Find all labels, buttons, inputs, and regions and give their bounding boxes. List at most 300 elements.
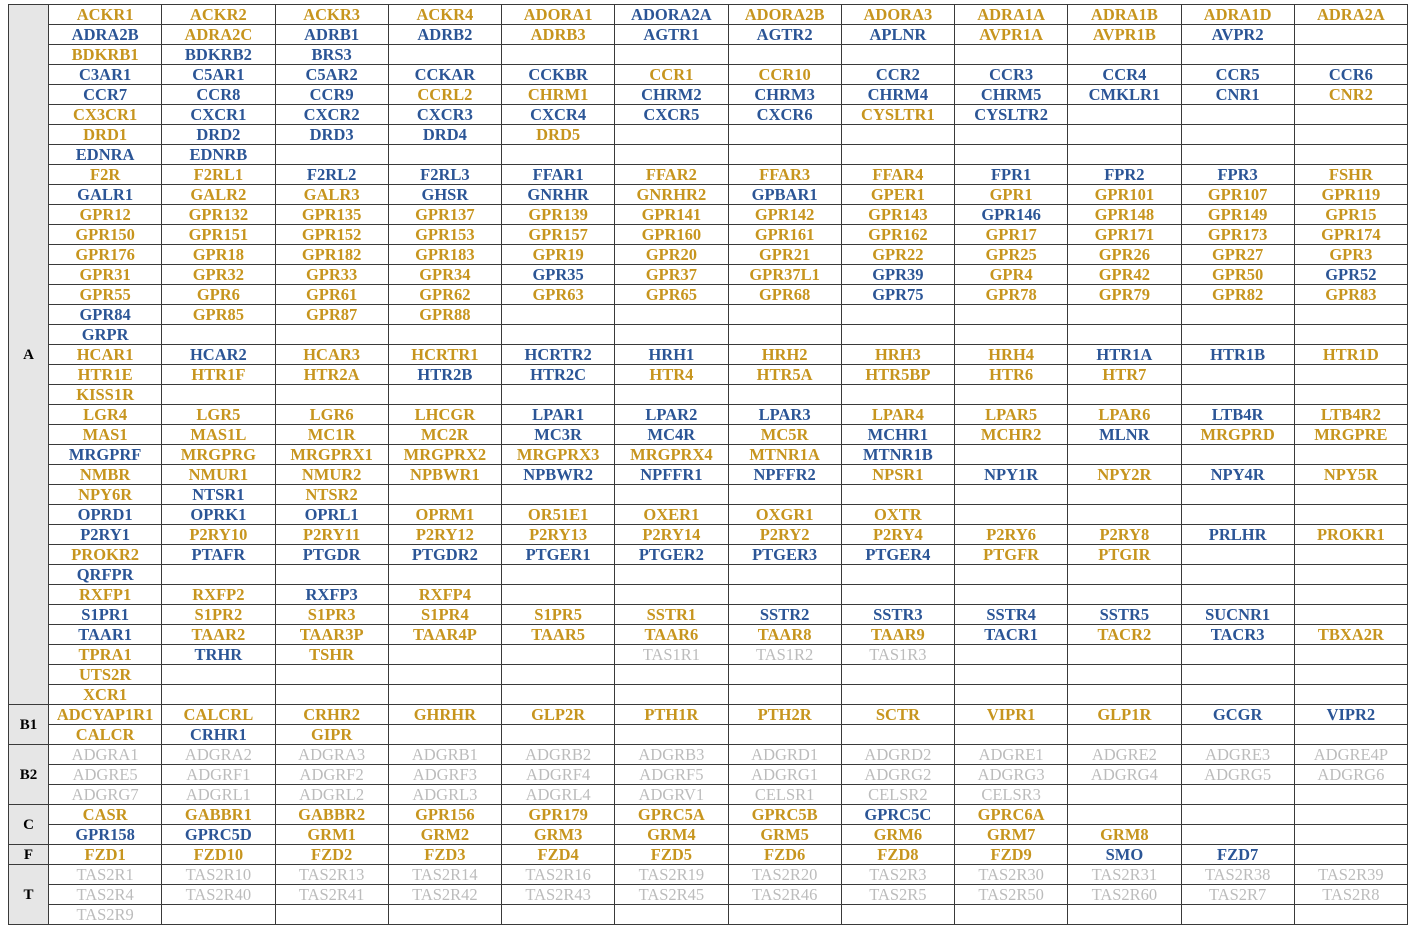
receptor-cell <box>728 685 841 705</box>
receptor-cell <box>1181 645 1294 665</box>
receptor-cell <box>955 125 1068 145</box>
receptor-cell: PTGDR <box>275 545 388 565</box>
table-row <box>9 705 1408 725</box>
receptor-cell: GPR150 <box>49 225 162 245</box>
receptor-cell <box>1068 305 1181 325</box>
receptor-cell: LPAR3 <box>728 405 841 425</box>
receptor-cell <box>502 645 615 665</box>
receptor-cell: CCR9 <box>275 85 388 105</box>
receptor-cell <box>502 385 615 405</box>
receptor-cell <box>615 145 728 165</box>
receptor-cell: GPR179 <box>502 805 615 825</box>
receptor-cell <box>955 485 1068 505</box>
receptor-cell: TACR2 <box>1068 625 1181 645</box>
receptor-cell: FPR2 <box>1068 165 1181 185</box>
receptor-cell: HRH1 <box>615 345 728 365</box>
receptor-cell <box>1068 445 1181 465</box>
receptor-cell: GPR182 <box>275 245 388 265</box>
table-row <box>9 545 1408 565</box>
receptor-cell <box>502 325 615 345</box>
receptor-cell: GPR21 <box>728 245 841 265</box>
table-row <box>9 65 1408 85</box>
receptor-cell <box>1068 385 1181 405</box>
receptor-cell: TAS2R8 <box>1294 885 1407 905</box>
receptor-cell <box>955 665 1068 685</box>
receptor-cell: SUCNR1 <box>1181 605 1294 625</box>
receptor-cell: GPR158 <box>49 825 162 845</box>
receptor-cell: DRD2 <box>162 125 275 145</box>
receptor-cell: GRM4 <box>615 825 728 845</box>
receptor-cell <box>502 305 615 325</box>
receptor-cell <box>955 685 1068 705</box>
receptor-cell: GNRHR <box>502 185 615 205</box>
receptor-cell: FZD8 <box>841 845 954 865</box>
receptor-cell <box>1294 385 1407 405</box>
table-row <box>9 605 1408 625</box>
receptor-cell <box>162 385 275 405</box>
receptor-cell <box>1294 105 1407 125</box>
receptor-cell: OPRL1 <box>275 505 388 525</box>
receptor-cell: ADGRB1 <box>388 745 501 765</box>
table-row <box>9 105 1408 125</box>
receptor-cell: RXFP2 <box>162 585 275 605</box>
receptor-cell: GRM2 <box>388 825 501 845</box>
table-row <box>9 365 1408 385</box>
receptor-cell: HTR1D <box>1294 345 1407 365</box>
receptor-cell: LPAR4 <box>841 405 954 425</box>
receptor-cell: HTR1A <box>1068 345 1181 365</box>
receptor-cell <box>1181 145 1294 165</box>
receptor-cell: CCRL2 <box>388 85 501 105</box>
receptor-cell <box>1294 325 1407 345</box>
receptor-cell: TAS2R42 <box>388 885 501 905</box>
table-row <box>9 25 1408 45</box>
receptor-cell: TAS2R10 <box>162 865 275 885</box>
receptor-cell: ADRA2B <box>49 25 162 45</box>
receptor-cell: CHRM4 <box>841 85 954 105</box>
receptor-cell: FPR3 <box>1181 165 1294 185</box>
receptor-cell: MRGPRE <box>1294 425 1407 445</box>
receptor-cell: GRM5 <box>728 825 841 845</box>
receptor-cell: GPRC5A <box>615 805 728 825</box>
receptor-cell <box>1294 645 1407 665</box>
receptor-cell: SSTR5 <box>1068 605 1181 625</box>
receptor-cell: CCR5 <box>1181 65 1294 85</box>
receptor-cell: CXCR4 <box>502 105 615 125</box>
receptor-cell: PTGER2 <box>615 545 728 565</box>
receptor-cell <box>162 325 275 345</box>
table-row <box>9 405 1408 425</box>
receptor-cell <box>1181 485 1294 505</box>
receptor-cell: BDKRB2 <box>162 45 275 65</box>
receptor-cell: TAAR8 <box>728 625 841 645</box>
receptor-cell: ADORA2A <box>615 5 728 25</box>
receptor-cell: LPAR5 <box>955 405 1068 425</box>
receptor-cell: LTB4R2 <box>1294 405 1407 425</box>
receptor-cell <box>1068 325 1181 345</box>
receptor-cell: ADGRE5 <box>49 765 162 785</box>
receptor-cell: F2RL1 <box>162 165 275 185</box>
class-label: T <box>9 865 49 925</box>
receptor-cell: F2R <box>49 165 162 185</box>
table-row <box>9 45 1408 65</box>
receptor-cell: GPR37 <box>615 265 728 285</box>
receptor-cell <box>275 325 388 345</box>
receptor-cell <box>955 505 1068 525</box>
table-row <box>9 585 1408 605</box>
receptor-cell: FZD6 <box>728 845 841 865</box>
receptor-cell: ADGRE3 <box>1181 745 1294 765</box>
receptor-cell: MCHR2 <box>955 425 1068 445</box>
receptor-cell: MRGPRX4 <box>615 445 728 465</box>
receptor-cell: PTH1R <box>615 705 728 725</box>
gpcr-receptor-table <box>8 4 1408 925</box>
receptor-cell: ADORA3 <box>841 5 954 25</box>
receptor-cell <box>1181 665 1294 685</box>
receptor-cell <box>1294 825 1407 845</box>
receptor-cell: GPR52 <box>1294 265 1407 285</box>
receptor-cell: APLNR <box>841 25 954 45</box>
table-body <box>9 5 1408 925</box>
receptor-cell: TAS2R9 <box>49 905 162 925</box>
receptor-cell: GPR149 <box>1181 205 1294 225</box>
receptor-cell: CNR2 <box>1294 85 1407 105</box>
receptor-cell: ADCYAP1R1 <box>49 705 162 725</box>
receptor-cell: XCR1 <box>49 685 162 705</box>
receptor-cell: CHRM3 <box>728 85 841 105</box>
receptor-cell <box>275 685 388 705</box>
receptor-cell <box>1181 385 1294 405</box>
receptor-cell: GPR132 <box>162 205 275 225</box>
receptor-cell: ADRA1B <box>1068 5 1181 25</box>
receptor-cell <box>162 565 275 585</box>
receptor-cell: HTR1F <box>162 365 275 385</box>
class-label: B2 <box>9 745 49 805</box>
receptor-cell: FZD10 <box>162 845 275 865</box>
receptor-cell: TAS2R41 <box>275 885 388 905</box>
receptor-cell <box>1181 45 1294 65</box>
receptor-cell <box>1181 105 1294 125</box>
receptor-cell: GPR135 <box>275 205 388 225</box>
receptor-cell: CNR1 <box>1181 85 1294 105</box>
receptor-cell: FFAR4 <box>841 165 954 185</box>
receptor-cell: GPR39 <box>841 265 954 285</box>
receptor-cell: TAS2R14 <box>388 865 501 885</box>
receptor-cell: GPR153 <box>388 225 501 245</box>
receptor-cell <box>1181 585 1294 605</box>
receptor-cell: ADGRL3 <box>388 785 501 805</box>
receptor-cell: S1PR4 <box>388 605 501 625</box>
receptor-cell: MC4R <box>615 425 728 445</box>
table-row <box>9 745 1408 765</box>
receptor-cell: ADGRB3 <box>615 745 728 765</box>
receptor-cell: HTR2A <box>275 365 388 385</box>
receptor-cell: LGR5 <box>162 405 275 425</box>
receptor-cell <box>1294 805 1407 825</box>
receptor-cell: TAS2R43 <box>502 885 615 905</box>
receptor-cell: NPBWR1 <box>388 465 501 485</box>
receptor-cell: GPR142 <box>728 205 841 225</box>
receptor-cell: CXCR5 <box>615 105 728 125</box>
receptor-cell: TAS2R40 <box>162 885 275 905</box>
receptor-cell <box>1294 145 1407 165</box>
receptor-cell: S1PR3 <box>275 605 388 625</box>
receptor-cell: GPR84 <box>49 305 162 325</box>
receptor-cell: GIPR <box>275 725 388 745</box>
receptor-cell <box>615 305 728 325</box>
receptor-cell: CELSR3 <box>955 785 1068 805</box>
receptor-cell: SCTR <box>841 705 954 725</box>
table-row <box>9 385 1408 405</box>
receptor-cell: GPR6 <box>162 285 275 305</box>
receptor-cell <box>728 305 841 325</box>
receptor-cell: GRM6 <box>841 825 954 845</box>
receptor-cell: GPR160 <box>615 225 728 245</box>
receptor-cell: GPR19 <box>502 245 615 265</box>
class-label: C <box>9 805 49 845</box>
receptor-cell: GABBR1 <box>162 805 275 825</box>
receptor-cell: AGTR2 <box>728 25 841 45</box>
receptor-cell <box>955 305 1068 325</box>
receptor-cell: P2RY1 <box>49 525 162 545</box>
receptor-cell: ADGRD2 <box>841 745 954 765</box>
receptor-cell: CALCRL <box>162 705 275 725</box>
receptor-cell: GHRHR <box>388 705 501 725</box>
receptor-cell: TRHR <box>162 645 275 665</box>
receptor-cell: MRGPRF <box>49 445 162 465</box>
receptor-cell: GPR63 <box>502 285 615 305</box>
receptor-cell <box>728 125 841 145</box>
receptor-cell: ADORA2B <box>728 5 841 25</box>
receptor-cell: CXCR1 <box>162 105 275 125</box>
receptor-cell <box>1294 445 1407 465</box>
receptor-cell <box>1294 785 1407 805</box>
receptor-cell: AGTR1 <box>615 25 728 45</box>
receptor-cell: GPR61 <box>275 285 388 305</box>
receptor-cell: ADGRE1 <box>955 745 1068 765</box>
receptor-cell: ADGRA2 <box>162 745 275 765</box>
receptor-cell: ADGRV1 <box>615 785 728 805</box>
receptor-cell: GPR15 <box>1294 205 1407 225</box>
receptor-cell: ADGRG3 <box>955 765 1068 785</box>
receptor-cell <box>615 665 728 685</box>
receptor-cell <box>1181 785 1294 805</box>
receptor-cell <box>1181 825 1294 845</box>
receptor-cell: GCGR <box>1181 705 1294 725</box>
receptor-cell: MRGPRX3 <box>502 445 615 465</box>
receptor-cell: P2RY12 <box>388 525 501 545</box>
receptor-cell: NMBR <box>49 465 162 485</box>
receptor-cell: NPSR1 <box>841 465 954 485</box>
receptor-cell <box>1181 125 1294 145</box>
table-row <box>9 305 1408 325</box>
receptor-cell <box>1068 565 1181 585</box>
receptor-cell: GRPR <box>49 325 162 345</box>
table-row <box>9 5 1408 25</box>
receptor-cell: ADGRF3 <box>388 765 501 785</box>
receptor-cell: SSTR3 <box>841 605 954 625</box>
table-row <box>9 565 1408 585</box>
table-row <box>9 885 1408 905</box>
receptor-cell: ADGRF4 <box>502 765 615 785</box>
receptor-cell: DRD4 <box>388 125 501 145</box>
receptor-cell: EDNRA <box>49 145 162 165</box>
table-row <box>9 845 1408 865</box>
receptor-cell: P2RY4 <box>841 525 954 545</box>
receptor-cell: GPR151 <box>162 225 275 245</box>
receptor-cell: PTGIR <box>1068 545 1181 565</box>
receptor-cell: RXFP1 <box>49 585 162 605</box>
receptor-cell: LPAR2 <box>615 405 728 425</box>
receptor-cell <box>1068 665 1181 685</box>
receptor-cell <box>955 325 1068 345</box>
receptor-cell <box>1181 505 1294 525</box>
receptor-cell <box>162 665 275 685</box>
receptor-cell: NPBWR2 <box>502 465 615 485</box>
receptor-cell: F2RL2 <box>275 165 388 185</box>
receptor-cell: GPR62 <box>388 285 501 305</box>
receptor-cell <box>728 585 841 605</box>
receptor-cell: PROKR1 <box>1294 525 1407 545</box>
receptor-cell: ADRB1 <box>275 25 388 45</box>
receptor-cell: TAAR3P <box>275 625 388 645</box>
receptor-cell: AVPR1A <box>955 25 1068 45</box>
receptor-cell: GPR34 <box>388 265 501 285</box>
receptor-cell: GPR176 <box>49 245 162 265</box>
receptor-cell: OXTR <box>841 505 954 525</box>
receptor-cell: PTGFR <box>955 545 1068 565</box>
receptor-cell <box>615 45 728 65</box>
receptor-cell <box>1181 545 1294 565</box>
receptor-cell: FZD9 <box>955 845 1068 865</box>
receptor-cell: GPR1 <box>955 185 1068 205</box>
receptor-cell: GPBAR1 <box>728 185 841 205</box>
table-row <box>9 285 1408 305</box>
class-label: A <box>9 5 49 705</box>
receptor-cell <box>728 325 841 345</box>
receptor-cell: GPR27 <box>1181 245 1294 265</box>
receptor-cell <box>1294 485 1407 505</box>
receptor-cell <box>1068 105 1181 125</box>
receptor-cell: GPR88 <box>388 305 501 325</box>
receptor-cell <box>615 325 728 345</box>
receptor-cell <box>615 125 728 145</box>
receptor-cell: ADGRG5 <box>1181 765 1294 785</box>
receptor-cell: CCKBR <box>502 65 615 85</box>
receptor-cell: GPR141 <box>615 205 728 225</box>
receptor-cell: GPR139 <box>502 205 615 225</box>
receptor-cell: MTNR1B <box>841 445 954 465</box>
receptor-cell <box>1068 645 1181 665</box>
receptor-cell: ADORA1 <box>502 5 615 25</box>
receptor-cell <box>615 725 728 745</box>
receptor-cell <box>955 145 1068 165</box>
receptor-cell: CRHR1 <box>162 725 275 745</box>
receptor-cell: S1PR1 <box>49 605 162 625</box>
receptor-cell <box>615 485 728 505</box>
receptor-cell: HTR7 <box>1068 365 1181 385</box>
receptor-cell: HCAR1 <box>49 345 162 365</box>
receptor-cell: LPAR1 <box>502 405 615 425</box>
receptor-cell <box>502 145 615 165</box>
receptor-cell: MC3R <box>502 425 615 445</box>
receptor-cell <box>502 45 615 65</box>
receptor-cell <box>1294 725 1407 745</box>
receptor-cell: LHCGR <box>388 405 501 425</box>
table-row <box>9 525 1408 545</box>
receptor-cell: NPY4R <box>1181 465 1294 485</box>
receptor-cell: HCRTR2 <box>502 345 615 365</box>
receptor-cell <box>955 445 1068 465</box>
receptor-cell: S1PR5 <box>502 605 615 625</box>
receptor-cell <box>1294 25 1407 45</box>
receptor-cell <box>1294 505 1407 525</box>
receptor-cell: GPR32 <box>162 265 275 285</box>
receptor-cell: TAS2R39 <box>1294 865 1407 885</box>
receptor-cell: CCKAR <box>388 65 501 85</box>
receptor-cell <box>1294 845 1407 865</box>
receptor-cell: ADRA2C <box>162 25 275 45</box>
receptor-cell <box>728 665 841 685</box>
receptor-cell: CYSLTR2 <box>955 105 1068 125</box>
receptor-cell: PROKR2 <box>49 545 162 565</box>
table-row <box>9 825 1408 845</box>
receptor-cell: HTR4 <box>615 365 728 385</box>
receptor-cell: HTR1B <box>1181 345 1294 365</box>
receptor-cell <box>388 645 501 665</box>
receptor-cell: GRM3 <box>502 825 615 845</box>
receptor-cell: PTGDR2 <box>388 545 501 565</box>
receptor-cell: MC1R <box>275 425 388 445</box>
receptor-cell: P2RY10 <box>162 525 275 545</box>
receptor-cell: LPAR6 <box>1068 405 1181 425</box>
receptor-cell: GLP2R <box>502 705 615 725</box>
receptor-cell: GPR31 <box>49 265 162 285</box>
receptor-cell: GPR137 <box>388 205 501 225</box>
receptor-cell: DRD1 <box>49 125 162 145</box>
receptor-cell: C5AR1 <box>162 65 275 85</box>
receptor-cell <box>841 485 954 505</box>
receptor-cell <box>1068 45 1181 65</box>
table-row <box>9 725 1408 745</box>
table-row <box>9 785 1408 805</box>
receptor-cell: GPR75 <box>841 285 954 305</box>
table-row <box>9 205 1408 225</box>
receptor-cell <box>1181 305 1294 325</box>
receptor-cell: OPRM1 <box>388 505 501 525</box>
receptor-cell: ADRB3 <box>502 25 615 45</box>
receptor-cell: FZD5 <box>615 845 728 865</box>
receptor-cell <box>841 725 954 745</box>
receptor-cell: P2RY13 <box>502 525 615 545</box>
receptor-cell: GNRHR2 <box>615 185 728 205</box>
receptor-cell: CXCR6 <box>728 105 841 125</box>
receptor-cell: CALCR <box>49 725 162 745</box>
receptor-cell: GPR87 <box>275 305 388 325</box>
receptor-cell: FFAR3 <box>728 165 841 185</box>
receptor-cell: NMUR1 <box>162 465 275 485</box>
receptor-cell: S1PR2 <box>162 605 275 625</box>
table-row <box>9 445 1408 465</box>
table-row <box>9 345 1408 365</box>
receptor-cell <box>1294 125 1407 145</box>
receptor-cell: EDNRB <box>162 145 275 165</box>
receptor-cell: HCRTR1 <box>388 345 501 365</box>
receptor-cell: CCR2 <box>841 65 954 85</box>
receptor-cell: C5AR2 <box>275 65 388 85</box>
receptor-cell <box>1181 445 1294 465</box>
receptor-cell: GRM8 <box>1068 825 1181 845</box>
